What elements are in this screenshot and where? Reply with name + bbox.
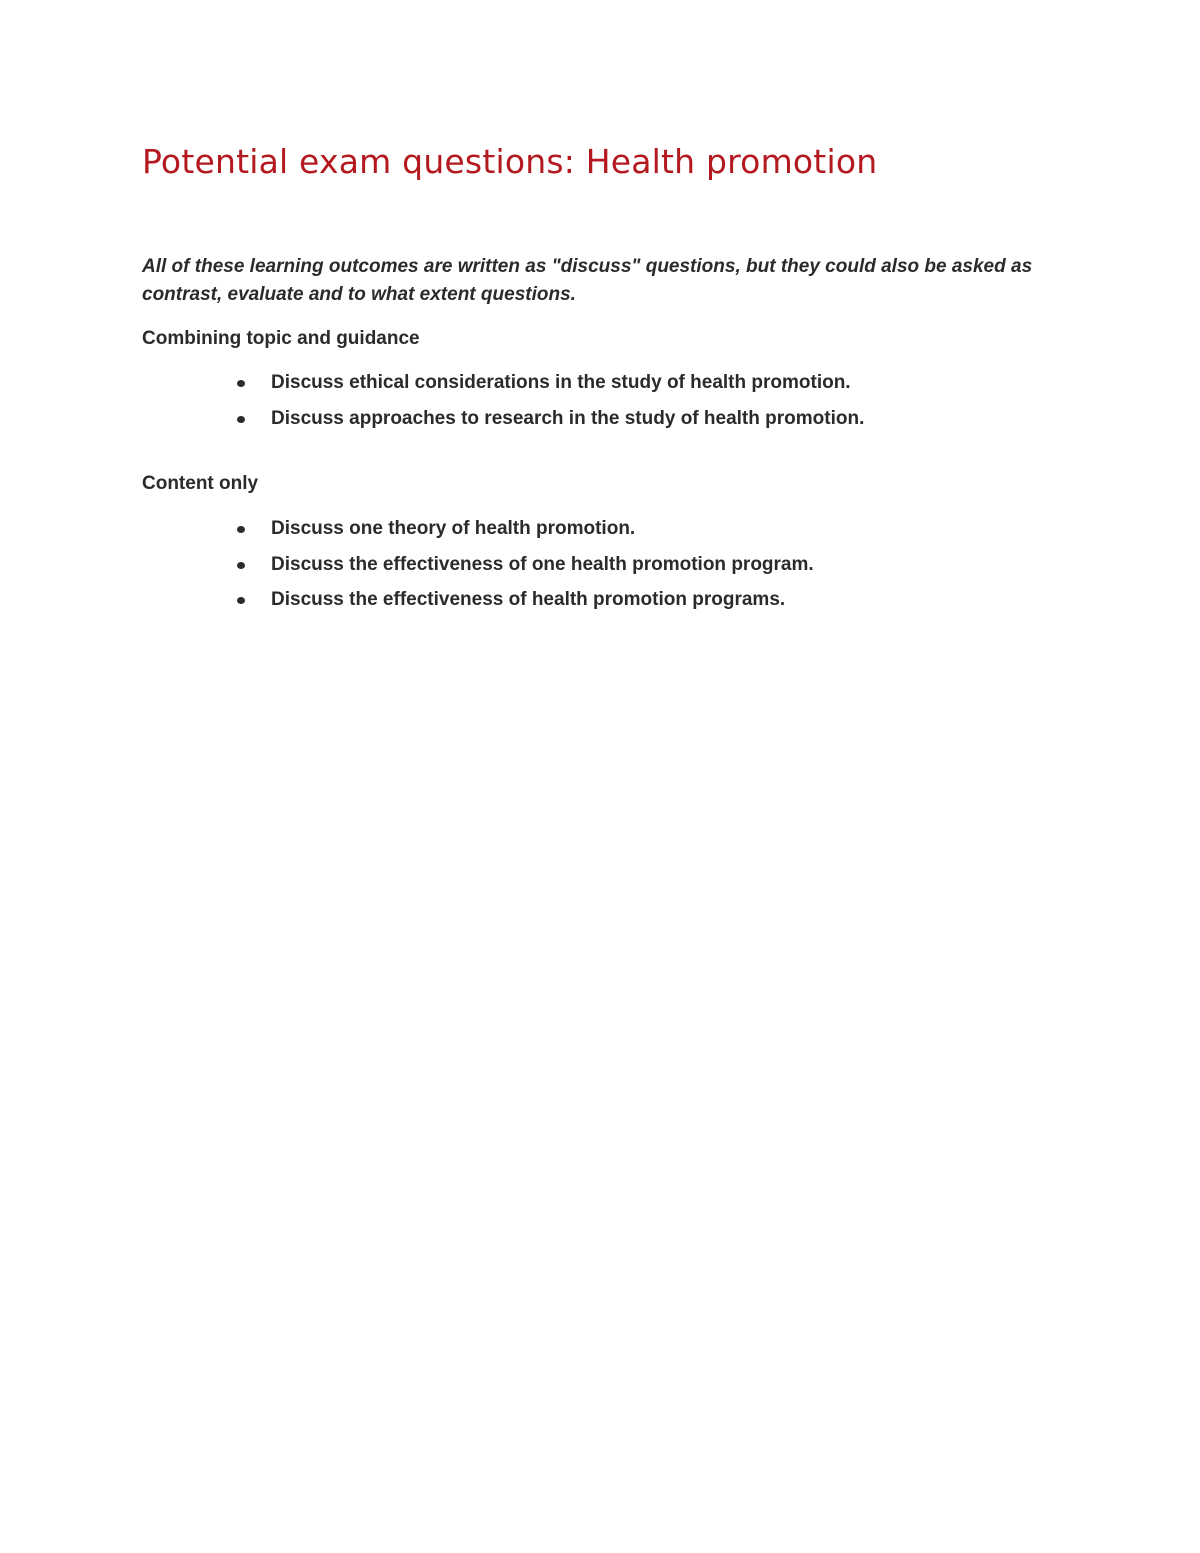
list-item [235,517,814,553]
intro-paragraph: All of these learning outcomes are written as "discuss" questions, but they could also be asked as contrast, evaluate and to what extent questions. [142,256,1033,305]
question-list-content-only [235,517,814,624]
list-item [235,371,864,407]
section-heading-combining-topic-and-guidance: Combining topic and guidance [142,328,420,349]
question-text: Discuss one theory of health promotion. [271,518,636,539]
bullet-dot-icon [237,562,245,569]
bullet-dot-icon [237,526,245,533]
list-item [235,588,814,624]
question-text: Discuss the effectiveness of health promotion programs. [271,589,786,610]
question-text: Discuss ethical considerations in the study of health promotion. [271,372,851,393]
question-list-combining-topic-and-guidance [235,371,864,442]
bullet-dot-icon [237,416,245,423]
list-item [235,407,864,443]
question-text: Discuss approaches to research in the study of health promotion. [271,407,865,429]
bullet-dot-icon [237,597,245,604]
page-title: Potential exam questions: Health promotion [142,142,878,181]
question-text: Discuss the effectiveness of one health promotion program. [271,553,814,575]
bullet-dot-icon [237,380,245,387]
list-item [235,553,814,589]
section-heading-content-only: Content only [142,473,259,494]
